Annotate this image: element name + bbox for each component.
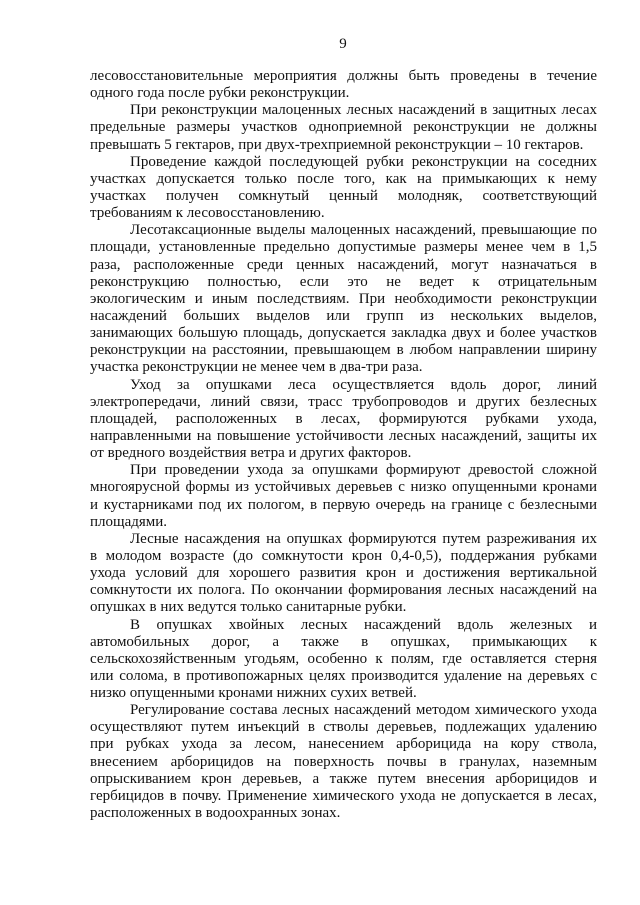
text-line: площадями. (90, 513, 168, 530)
paragraph (90, 68, 597, 102)
text-line: насаждений больших выделов или групп из нескольких выделов, (90, 307, 597, 324)
paragraph (90, 377, 597, 463)
text-line: требованиям к лесовосстановлению. (90, 205, 325, 222)
text-line: опушках в них ведутся только санитарные рубки. (90, 599, 407, 616)
text-line: реконструкции на расстоянии, превышающем в любом направлении ширину (90, 342, 597, 359)
text-line: направленными на повышение устойчивости лесных насаждений, защиты их (90, 427, 597, 444)
text-line: занимающих большую площадь, допускается закладка двух и более участков (90, 325, 597, 342)
text-line: реконструкцию полностью, если это не ведет к отрицательным (90, 273, 597, 290)
text-line: Лесотаксационные выделы малоценных насаждений, превышающие по (130, 222, 597, 239)
text-line: или солома, в противопожарных целях производится удаление на деревьях с (90, 667, 597, 684)
paragraph (90, 222, 597, 376)
paragraph (90, 102, 597, 153)
text-line: При проведении ухода за опушками формируют древостой сложной (130, 462, 597, 479)
text-line: При реконструкции малоценных лесных насаждений в защитных лесах (130, 102, 597, 119)
text-line: площади, установленные предельно допустимые размеры менее чем в 1,5 (90, 239, 597, 256)
text-line: внесением арборицидов на поверхность почвы в гранулах, наземным (90, 753, 597, 770)
text-line: низко опущенными кронами нижних сухих ветвей. (90, 685, 417, 702)
text-line: превышать 5 гектаров, при двух-трехприемной реконструкции – 10 гектаров. (90, 136, 584, 153)
text-line: электропередачи, линий связи, трасс трубопроводов и других безлесных (90, 393, 597, 410)
text-line: Проведение каждой последующей рубки реконструкции на соседних (130, 153, 597, 170)
text-line: гербицидов в почву. Применение химического ухода не допускается в лесах, (90, 787, 597, 804)
text-line: одного года после рубки реконструкции. (90, 85, 350, 102)
paragraph (90, 702, 597, 822)
text-line: предельные размеры участков одноприемной реконструкции не должны (90, 119, 597, 136)
text-line: лесовосстановительные мероприятия должны быть проведены в течение (90, 68, 597, 84)
text-line: опрыскиванием крон деревьев, а также путем внесения арборицидов и (90, 770, 597, 787)
paragraph (90, 154, 597, 223)
text-line: автомобильных дорог, а также в опушках, примыкающих к (90, 633, 597, 650)
document-body (90, 68, 597, 822)
text-line: площадей, расположенных в лесах, формируются рубками ухода, (90, 410, 597, 427)
text-line: ухода условий для хорошего развития крон и достижения вертикальной (90, 565, 597, 582)
text-line: экологическим и иным последствиям. При необходимости реконструкции (90, 290, 597, 307)
text-line: расположенных в водоохранных зонах. (90, 805, 341, 822)
text-line: многоярусной формы из устойчивых деревьев с низко опущенными кронами (90, 479, 597, 496)
text-line: Лесные насаждения на опушках формируются путем разреживания их (130, 530, 597, 547)
text-line: Регулирование состава лесных насаждений методом химического ухода (130, 702, 597, 719)
paragraph (90, 617, 597, 703)
text-line: В опушках хвойных лесных насаждений вдоль железных и (130, 616, 597, 633)
page-number: 9 (339, 36, 347, 52)
paragraph (90, 462, 597, 531)
text-line: сомкнутости их полога. По окончании формирования лесных насаждений на (90, 582, 597, 599)
text-line: и кустарниками под их пологом, в первую очередь на границе с безлесными (90, 496, 597, 513)
paragraph (90, 531, 597, 617)
text-line: раза, расположенные среди ценных насаждений, могут назначаться в (90, 256, 597, 273)
text-line: участках получен сомкнутый ценный молодняк, соответствующий (90, 187, 597, 204)
text-line: Уход за опушками леса осуществляется вдоль дорог, линий (130, 376, 597, 393)
text-line: от вредного воздействия ветра и других факторов. (90, 445, 412, 462)
text-line: осуществляют путем инъекций в стволы деревьев, подлежащих удалению (90, 719, 597, 736)
text-line: при рубках ухода за лесом, нанесением арборицида на кору ствола, (90, 736, 597, 753)
text-line: сельскохозяйственным угодьям, особенно к полям, где оставляется стерня (90, 650, 597, 667)
text-line: участках допускается только после того, как на примыкающих к нему (90, 170, 597, 187)
text-line: участка реконструкции не менее чем в два-три раза. (90, 359, 423, 376)
text-line: в молодом возрасте (до сомкнутости крон 0,4-0,5), поддержания рубками (90, 547, 597, 564)
